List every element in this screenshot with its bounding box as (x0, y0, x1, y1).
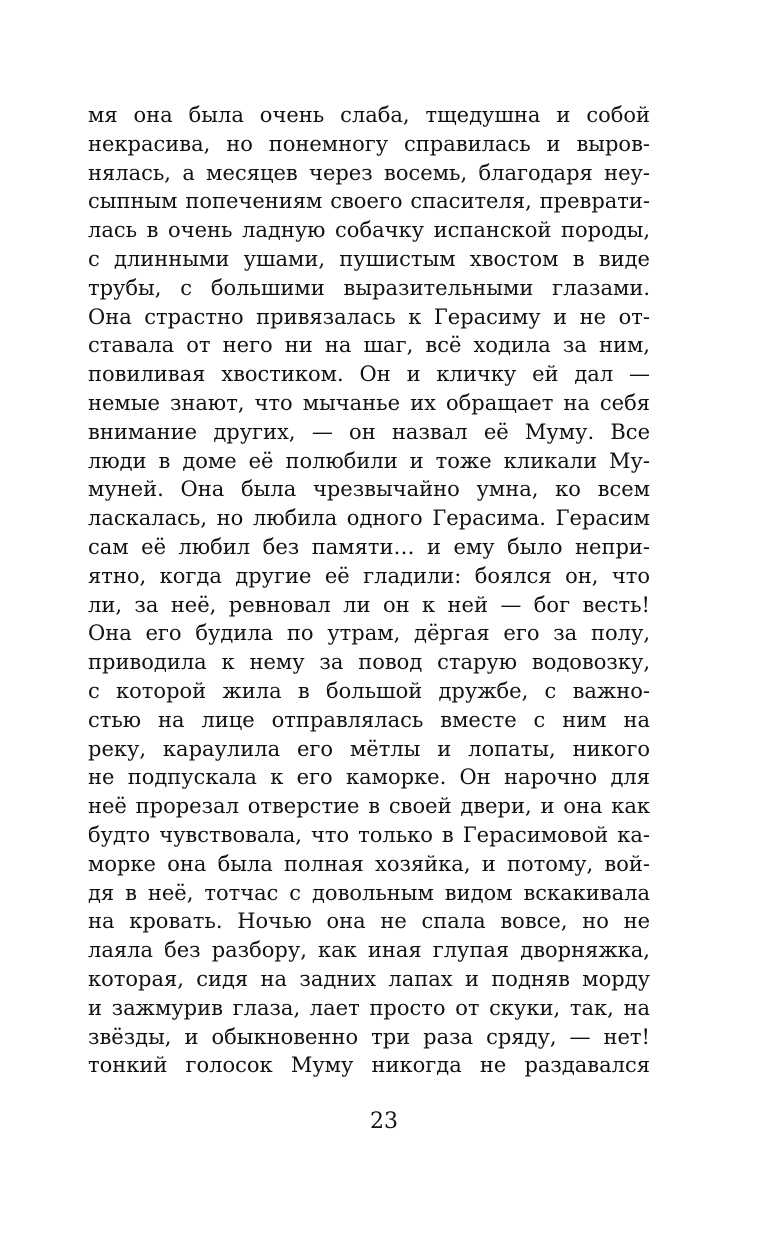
text-line: стью на лице отправлялась вместе с ним на (88, 707, 650, 732)
text-line: звёзды, и обыкновенно три раза сряду, — нет! (88, 1024, 650, 1049)
text-line: люди в доме её полюбили и тоже кликали Му- (88, 448, 650, 473)
text-line: Она его будила по утрам, дёргая его за полу, (88, 621, 650, 646)
text-line: сам её любил без памяти… и ему было непри- (88, 534, 650, 559)
text-line: и зажмурив глаза, лает просто от скуки, так, на (88, 995, 650, 1020)
text-line: ласкалась, но любила одного Герасима. Герасим (88, 506, 650, 531)
text-line: на кровать. Ночью она не спала вовсе, но не (88, 909, 650, 934)
text-line: Она страстно привязалась к Герасиму и не от- (88, 304, 650, 329)
text-line: реку, караулила его мётлы и лопаты, никого (88, 736, 650, 761)
body-text (88, 101, 650, 1080)
text-line: приводила к нему за повод старую водовозку, (88, 650, 650, 675)
text-line: некрасива, но понемногу справилась и выров- (88, 131, 650, 156)
text-line: морке она была полная хозяйка, и потому, вой- (88, 851, 650, 876)
text-line: с длинными ушами, пушистым хвостом в виде (88, 246, 650, 271)
text-line: внимание других, — он назвал её Муму. Все (88, 419, 650, 444)
text-line: которая, сидя на задних лапах и подняв морду (88, 966, 650, 991)
text-line: ятно, когда другие её гладили: боялся он, что (88, 563, 650, 588)
text-line: лаяла без разбору, как иная глупая дворняжка, (88, 938, 650, 963)
text-line: тонкий голосок Муму никогда не раздавался (88, 1053, 650, 1078)
text-line: муней. Она была чрезвычайно умна, ко всем (88, 477, 650, 502)
text-line: повиливая хвостиком. Он и кличку ей дал — (88, 362, 650, 387)
text-line: будто чувствовала, что только в Герасимовой ка- (88, 822, 650, 847)
text-line: трубы, с большими выразительными глазами. (88, 275, 650, 300)
text-line: нялась, а месяцев через восемь, благодаря неу- (88, 160, 650, 185)
text-line: ставала от него ни на шаг, всё ходила за ним, (88, 333, 650, 358)
text-line: лась в очень ладную собачку испанской породы, (88, 218, 650, 243)
text-line: сыпным попечениям своего спасителя, преврати- (88, 189, 650, 214)
text-line: мя она была очень слаба, тщедушна и собой (88, 103, 650, 127)
text-line: не подпускала к его каморке. Он нарочно для (88, 765, 650, 790)
text-line: дя в неё, тотчас с довольным видом вскакивала (88, 880, 650, 905)
text-line: немые знают, что мычанье их обращает на себя (88, 390, 650, 415)
text-line: ли, за неё, ревновал ли он к ней — бог весть! (88, 592, 650, 617)
text-line: неё прорезал отверстие в своей двери, и она как (88, 794, 650, 819)
page-number: 23 (370, 1109, 398, 1134)
text-line: с которой жила в большой дружбе, с важно- (88, 678, 650, 703)
